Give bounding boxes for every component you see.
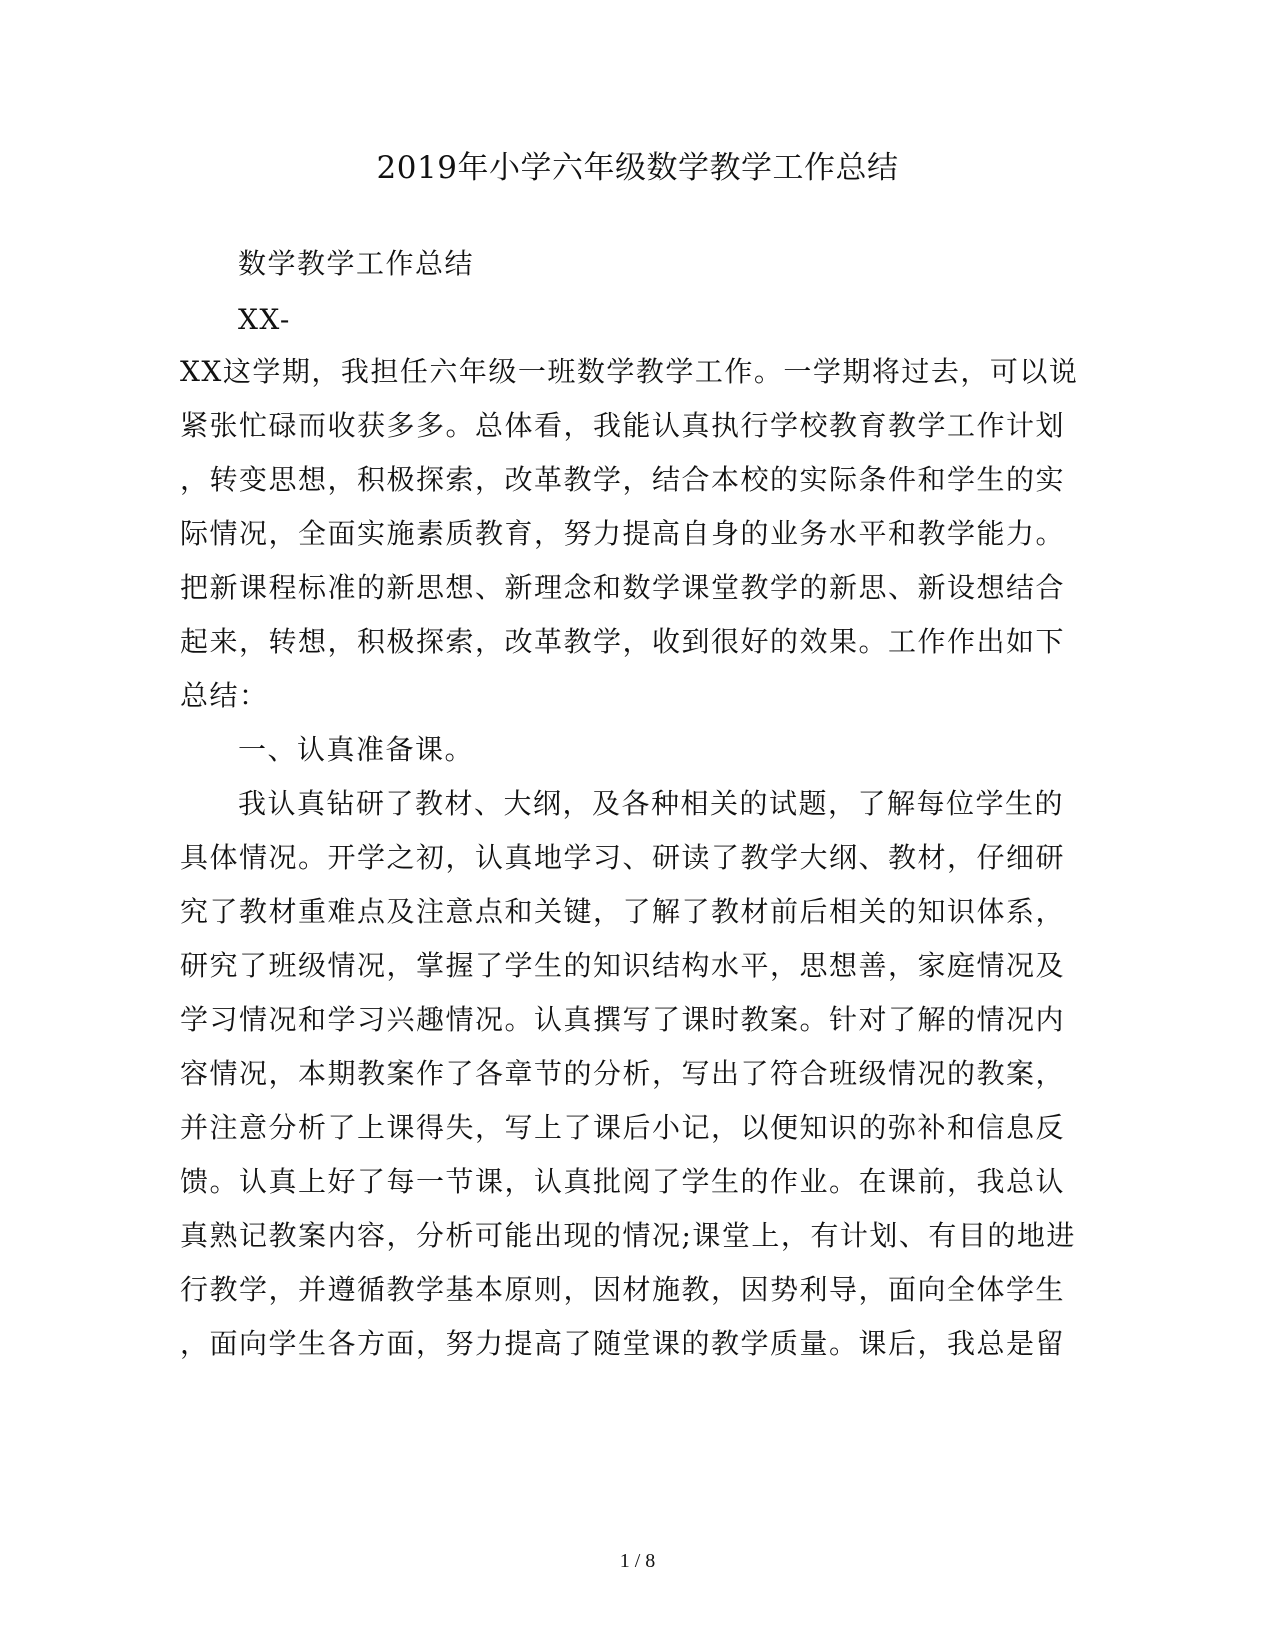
paragraph-line: 究了教材重难点及注意点和关键，了解了教材前后相关的知识体系， (180, 895, 1066, 928)
paragraph-line: 总结： (180, 679, 269, 712)
paragraph-line: 紧张忙碌而收获多多。总体看，我能认真执行学校教育教学工作计划 (180, 409, 1066, 442)
section-heading: 一、认真准备课。 (238, 733, 475, 766)
paragraph-line: 起来，转想，积极探索，改革教学，收到很好的效果。工作作出如下 (180, 625, 1066, 658)
paragraph-line: 我认真钻研了教材、大纲，及各种相关的试题，了解每位学生的 (238, 787, 1065, 820)
paragraph-line: 容情况，本期教案作了各章节的分析，写出了符合班级情况的教案， (180, 1057, 1066, 1090)
paragraph-line: 把新课程标准的新思想、新理念和数学课堂教学的新思、新设想结合 (180, 571, 1066, 604)
date-line: XX- (238, 303, 291, 336)
paragraph-line: 并注意分析了上课得失，写上了课后小记，以便知识的弥补和信息反 (180, 1111, 1066, 1144)
paragraph-line: ，面向学生各方面，努力提高了随堂课的教学质量。课后，我总是留 (180, 1327, 1066, 1360)
paragraph-line: 馈。认真上好了每一节课，认真批阅了学生的作业。在课前，我总认 (180, 1165, 1066, 1198)
document-title: 2019年小学六年级数学教学工作总结 (376, 150, 899, 186)
paragraph-line: XX这学期，我担任六年级一班数学教学工作。一学期将过去，可以说 (180, 355, 1079, 388)
subtitle-line: 数学教学工作总结 (238, 247, 475, 280)
paragraph-line: 际情况，全面实施素质教育，努力提高自身的业务水平和教学能力。 (180, 517, 1066, 550)
page-number: 1 / 8 (619, 1550, 656, 1572)
paragraph-line: 具体情况。开学之初，认真地学习、研读了教学大纲、教材，仔细研 (180, 841, 1066, 874)
paragraph-line: 行教学，并遵循教学基本原则，因材施教，因势利导，面向全体学生 (180, 1273, 1066, 1306)
paragraph-line: ，转变思想，积极探索，改革教学，结合本校的实际条件和学生的实 (180, 463, 1066, 496)
paragraph-line: 真熟记教案内容，分析可能出现的情况;课堂上，有计划、有目的地进 (180, 1219, 1076, 1252)
paragraph-line: 研究了班级情况，掌握了学生的知识结构水平，思想善，家庭情况及 (180, 949, 1066, 982)
paragraph-line: 学习情况和学习兴趣情况。认真撰写了课时教案。针对了解的情况内 (180, 1003, 1066, 1036)
